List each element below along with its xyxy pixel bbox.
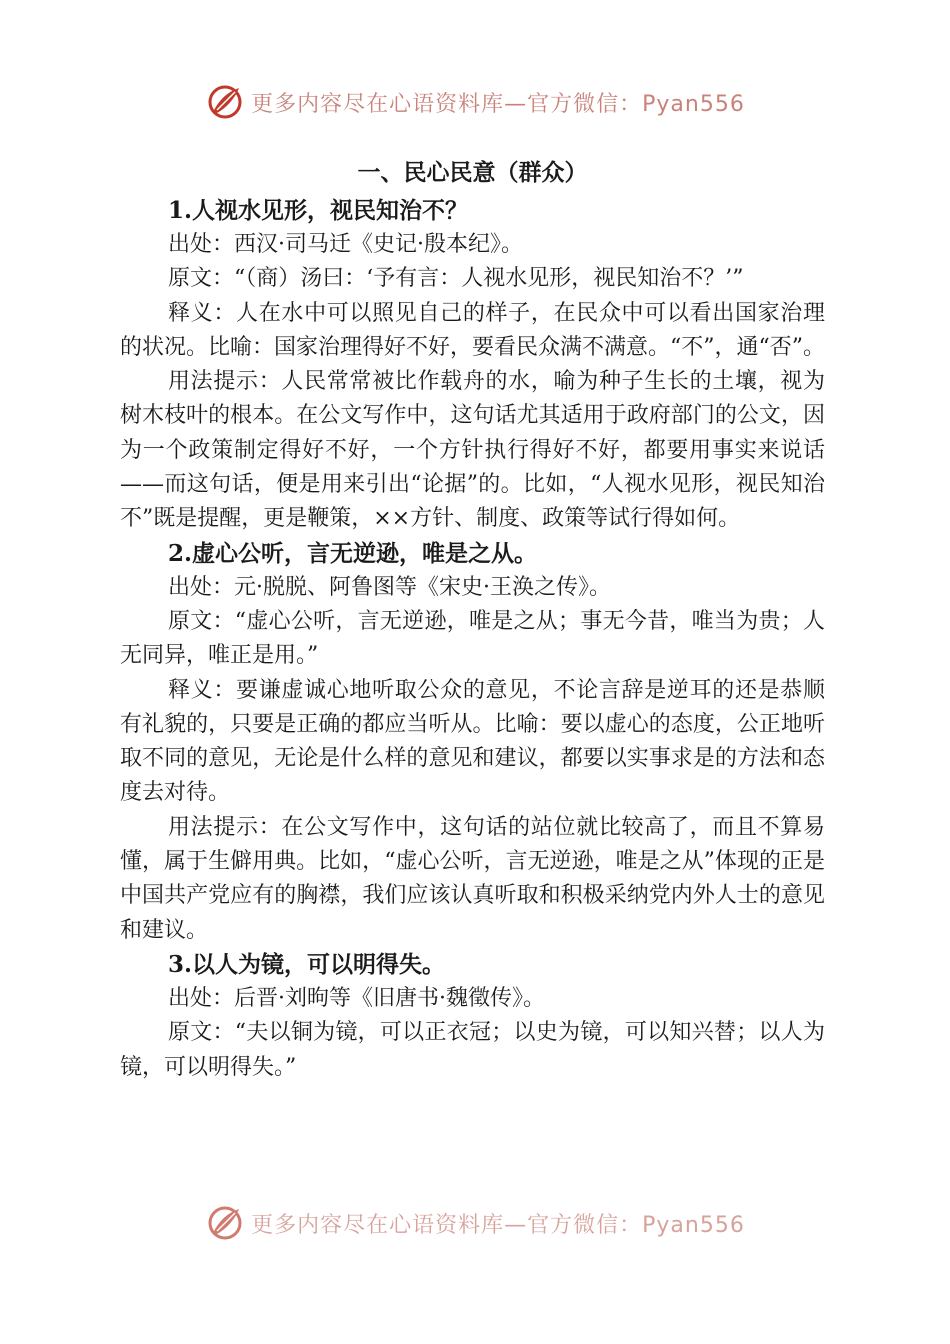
- entry-heading: 3.以人为镜，可以明得失。: [168, 950, 446, 978]
- footer-watermark-banner: [0, 1203, 950, 1243]
- entry-source: 出处：后晋·刘昫等《旧唐书·魏徵传》。: [168, 985, 545, 1011]
- entry-original: 原文：“虚心公听，言无逆逊，唯是之从；事无今昔，唯当为贵；人无同异，唯正是用。”: [120, 608, 825, 669]
- entry-meaning: 释义：人在水中可以照见自己的样子，在民众中可以看出国家治理的状况。比喻：国家治理得好不好，要看民众满不满意。“不”，通“否”。: [120, 300, 825, 360]
- entry-source: 出处：西汉·司马迁《史记·殷本纪》。: [168, 232, 523, 257]
- entry-source: 出处：元·脱脱、阿鲁图等《宋史·王涣之传》。: [168, 574, 611, 600]
- entry-usage: 用法提示：在公文写作中，这句话的站位就比较高了，而且不算易懂，属于生僻用典。比如，“虚心公听，言无逆逊，唯是之从”体现的正是中国共产党应有的胸襟，我们应该认真听取和积极采纳党内外人士的意见和建议。: [120, 814, 825, 943]
- entry-original: 原文：“夫以铜为镜，可以正衣冠；以史为镜，可以知兴替；以人为镜，可以明得失。”: [120, 1020, 825, 1080]
- entry-heading: 2.虚心公听，言无逆逊，唯是之从。: [168, 539, 538, 567]
- entry-original: 原文：“（商）汤曰：‘予有言：人视水见形，视民知治不？’”: [168, 266, 744, 292]
- leaf-stamp-icon: [205, 1203, 245, 1243]
- header-watermark-banner: [0, 82, 950, 122]
- section-title: 一、民心民意（群众）: [357, 159, 588, 186]
- document-body: [120, 156, 825, 1085]
- entry-usage: 用法提示：人民常常被比作载舟的水，喻为种子生长的土壤，视为树木枝叶的根本。在公文写作中，这句话尤其适用于政府部门的公文，因为一个政策制定得好不好，一个方针执行得好不好，都要用事实来说话——而这句话，便是用来引出“论据”的。比如，“人视水见形，视民知治不”既是提醒，更是鞭策，××方针、制度、政策等试行得如何。: [120, 369, 825, 532]
- entry-heading: 1.人视水见形，视民知治不？: [168, 197, 469, 224]
- watermark-text: 更多内容尽在心语资料库—官方微信：Pyan556: [251, 1212, 745, 1238]
- watermark-text: 更多内容尽在心语资料库—官方微信：Pyan556: [251, 91, 745, 117]
- leaf-stamp-icon: [205, 82, 245, 122]
- entry-meaning: 释义：要谦虚诚心地听取公众的意见，不论言辞是逆耳的还是恭顺有礼貌的，只要是正确的都应当听从。比喻：要以虚心的态度，公正地听取不同的意见，无论是什么样的意见和建议，都要以实事求是的方法和态度去对待。: [120, 677, 825, 806]
